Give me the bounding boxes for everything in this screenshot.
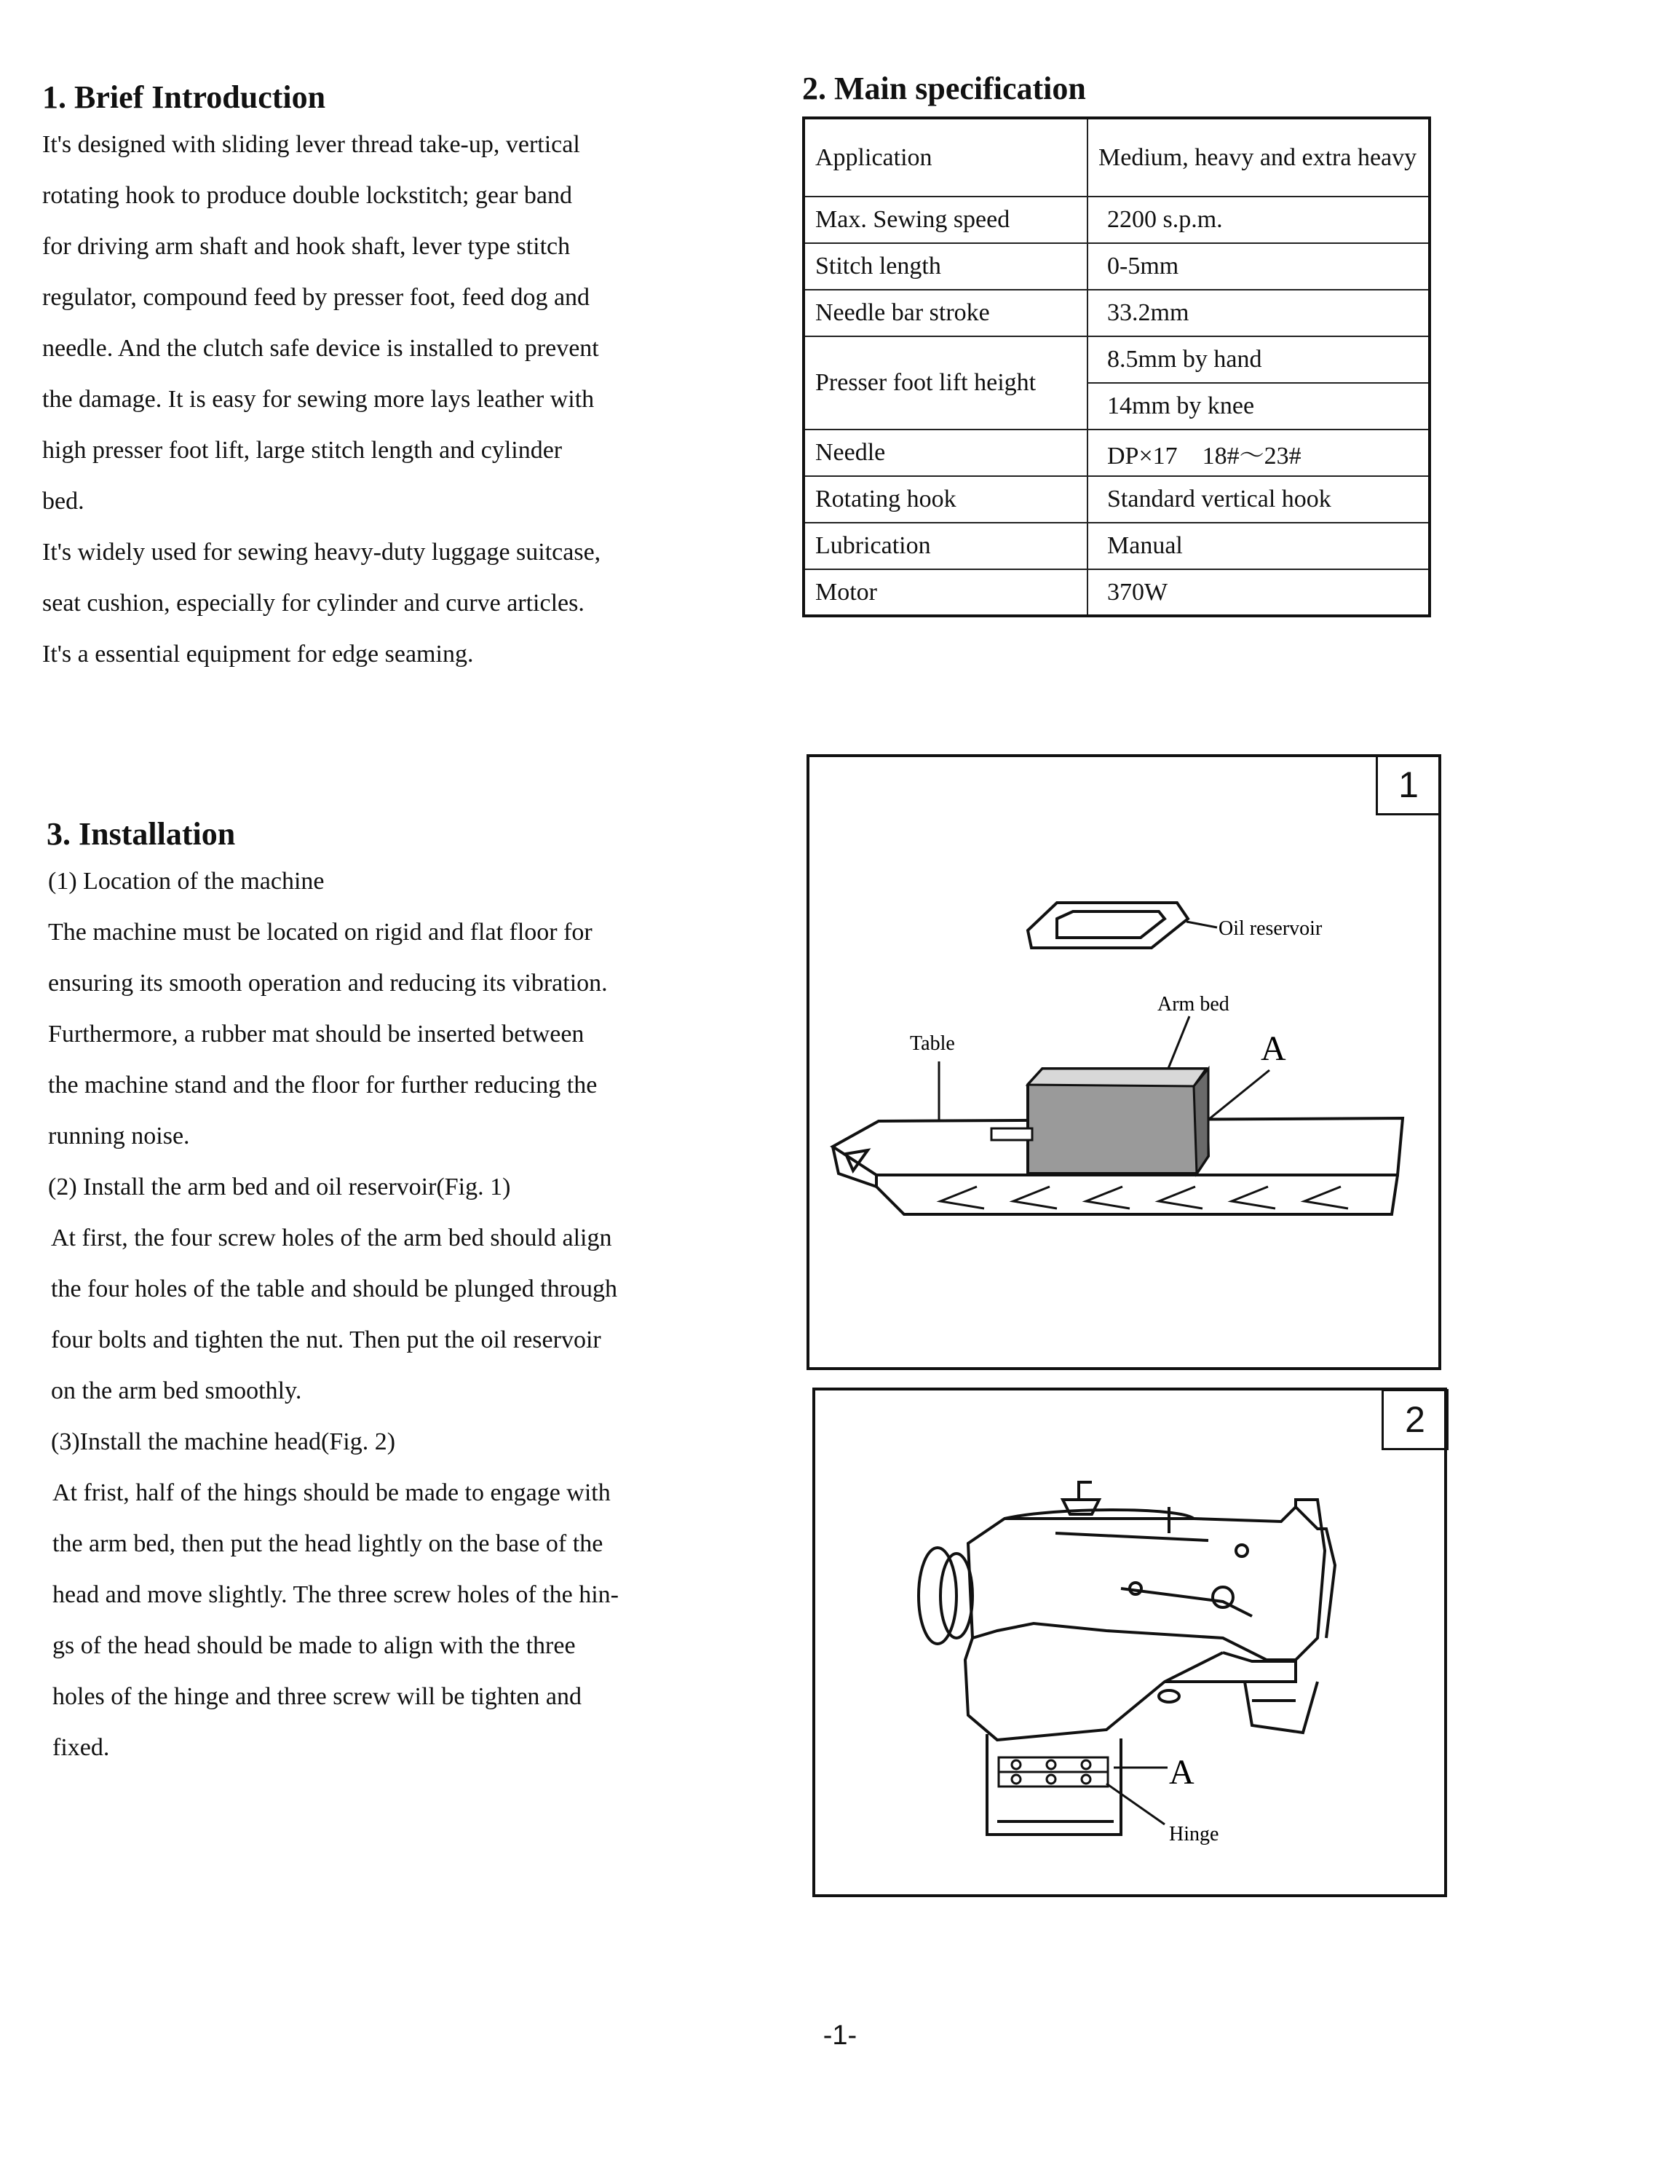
installation-heading: 3. Installation (47, 816, 236, 852)
installation-line: holes of the hinge and three screw will be tighten and (52, 1683, 582, 1710)
installation-subheading: (2) Install the arm bed and oil reservoir(Fig. 1) (48, 1174, 511, 1200)
installation-subheading: (3)Install the machine head(Fig. 2) (51, 1428, 396, 1455)
figure-1 (807, 754, 1441, 1370)
figure-2 (812, 1388, 1447, 1897)
spec-row (804, 476, 1430, 523)
installation-line: gs of the head should be made to align with the three (52, 1632, 576, 1659)
installation-line: At frist, half of the hings should be made to engage with (52, 1479, 611, 1506)
machine-head-shape (919, 1482, 1335, 1835)
intro-line-4: regulator, compound feed by presser foot, feed dog and (42, 284, 590, 311)
part-a-label: A (1169, 1753, 1194, 1792)
spec-value: Medium, heavy and extra heavy (1087, 118, 1430, 197)
installation-line: the machine stand and the floor for further reducing the (48, 1072, 598, 1099)
installation-line: on the arm bed smoothly. (51, 1377, 302, 1404)
spec-value: Manual (1087, 523, 1430, 569)
spec-label: Application (804, 118, 1087, 197)
machine-head-illustration (815, 1390, 1444, 1894)
spec-row (804, 118, 1430, 197)
spec-value: 8.5mm by hand (1087, 336, 1430, 383)
installation-line: head and move slightly. The three screw holes of the hin- (52, 1581, 619, 1608)
intro-line-1: It's designed with sliding lever thread take-up, vertical (42, 131, 580, 158)
table-label: Table (910, 1032, 955, 1055)
spec-row (804, 290, 1430, 336)
spec-label: Motor (804, 569, 1087, 616)
intro-line-11: It's a essential equipment for edge seaming. (42, 641, 474, 668)
hinge-label: Hinge (1169, 1823, 1219, 1845)
spec-row (804, 243, 1430, 290)
spec-value: DP×17 18#〜23# (1087, 430, 1430, 476)
spec-value: 0-5mm (1087, 243, 1430, 290)
intro-line-5: needle. And the clutch safe device is installed to prevent (42, 335, 599, 362)
spec-heading: 2. Main specification (802, 71, 1086, 106)
arm-bed-illustration (809, 757, 1438, 1367)
installation-line: Furthermore, a rubber mat should be inserted between (48, 1021, 585, 1048)
part-a-label: A (1261, 1029, 1286, 1068)
spec-table (802, 116, 1431, 617)
installation-line: running noise. (48, 1123, 190, 1150)
page-number: -1- (823, 2020, 857, 2051)
installation-line: the four holes of the table and should be plunged through (51, 1275, 618, 1302)
spec-row (804, 197, 1430, 243)
intro-line-3: for driving arm shaft and hook shaft, lever type stitch (42, 233, 571, 260)
intro-line-7: high presser foot lift, large stitch length and cylinder (42, 437, 563, 464)
intro-line-8: bed. (42, 488, 84, 515)
spec-value: Standard vertical hook (1087, 476, 1430, 523)
spec-value: 14mm by knee (1087, 383, 1430, 430)
intro-heading: 1. Brief Introduction (42, 79, 326, 115)
hinge-shape (999, 1757, 1108, 1787)
spec-label: Stitch length (804, 243, 1087, 290)
spec-label: Needle (804, 430, 1087, 476)
intro-line-6: the damage. It is easy for sewing more lays leather with (42, 386, 595, 413)
spec-value: 33.2mm (1087, 290, 1430, 336)
figure-number: 2 (1382, 1389, 1449, 1450)
spec-label: Max. Sewing speed (804, 197, 1087, 243)
intro-line-2: rotating hook to produce double lockstitch; gear band (42, 182, 572, 209)
spec-value: 370W (1087, 569, 1430, 616)
installation-line: At first, the four screw holes of the arm bed should align (51, 1224, 612, 1251)
spec-row (804, 430, 1430, 476)
spec-label: Rotating hook (804, 476, 1087, 523)
oil-reservoir-shape (1028, 903, 1188, 948)
figure-number: 1 (1376, 754, 1441, 815)
installation-line: fixed. (52, 1734, 110, 1761)
installation-subheading: (1) Location of the machine (48, 868, 325, 895)
spec-row (804, 336, 1430, 383)
spec-label: Needle bar stroke (804, 290, 1087, 336)
spec-row (804, 569, 1430, 616)
table-hatching (940, 1187, 1348, 1208)
spec-row (804, 523, 1430, 569)
spec-label: Lubrication (804, 523, 1087, 569)
arm-bed-label: Arm bed (1157, 993, 1229, 1016)
installation-line: the arm bed, then put the head lightly on the base of the (52, 1530, 603, 1557)
intro-line-10: seat cushion, especially for cylinder and curve articles. (42, 590, 585, 617)
intro-line-9: It's widely used for sewing heavy-duty luggage suitcase, (42, 539, 601, 566)
oil-reservoir-label: Oil reservoir (1219, 917, 1323, 940)
spec-label: Presser foot lift height (804, 336, 1087, 430)
installation-line: The machine must be located on rigid and flat floor for (48, 919, 593, 946)
installation-line: four bolts and tighten the nut. Then put the oil reservoir (51, 1326, 601, 1353)
spec-value: 2200 s.p.m. (1087, 197, 1430, 243)
installation-line: ensuring its smooth operation and reducing its vibration. (48, 970, 608, 997)
